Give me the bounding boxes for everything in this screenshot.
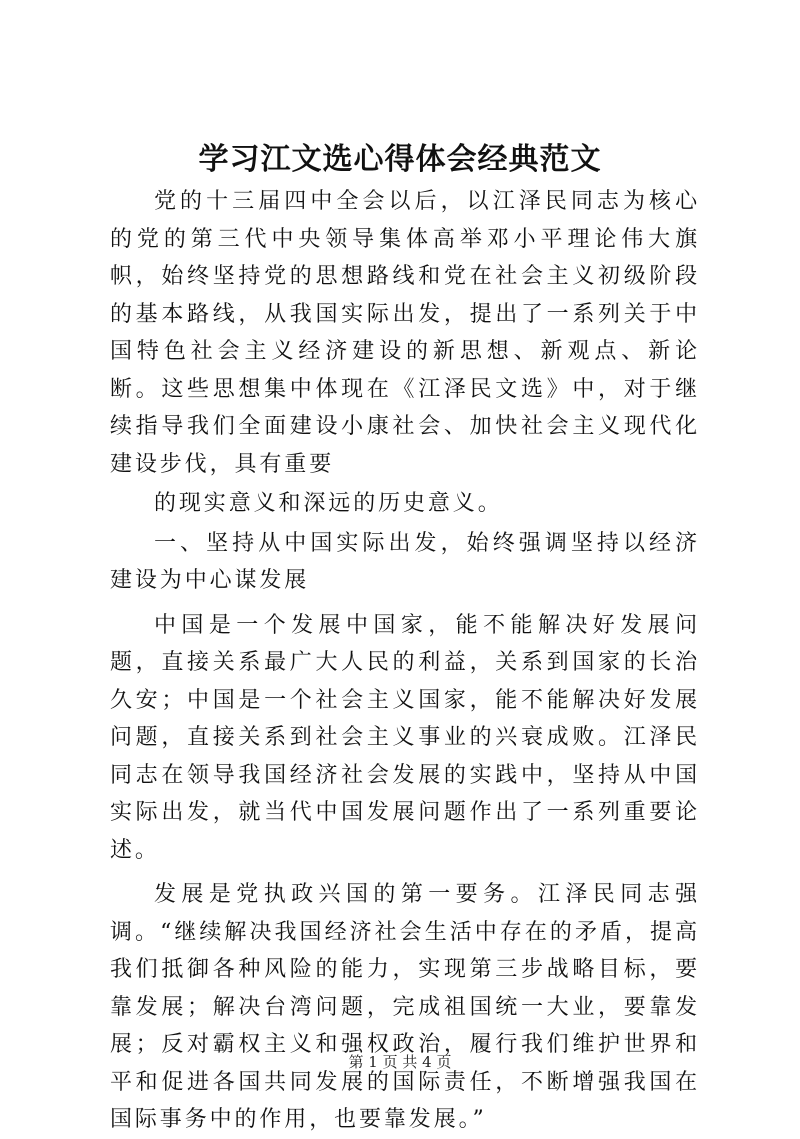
section-heading-one: 一、坚持从中国实际出发，始终强调坚持以经济建设为中心谋发展 <box>110 530 700 593</box>
paragraph-intro-continued: 的现实意义和深远的历史意义。 <box>154 491 503 516</box>
paragraph-intro: 党的十三届四中全会以后，以江泽民同志为核心的党的第三代中央领导集体高举邓小平理论伟大旗帜，始终坚持党的思想路线和党在社会主义初级阶段的基本路线，从我国实际出发，提出了一系列关于中国特色社会主义经济建设的新思想、新观点、新论断。这些思想集中体现在《江泽民文选》中，对于继续指导我们全面建设小康社会、加快社会主义现代化建设步伐，具有重要 <box>110 189 700 477</box>
page-number: 第 1 页 共 4 页 <box>348 1053 452 1071</box>
paragraph-first-priority: 发展是党执政兴国的第一要务。江泽民同志强调。“继续解决我国经济社会生活中存在的矛盾，提高我们抵御各种风险的能力，实现第三步战略目标，要靠发展；解决台湾问题，完成祖国统一大业，要靠发展；反对霸权主义和强权政治，履行我们维护世界和平和促进各国共同发展的国际责任，不断增强我国在国际事务中的作用，也要靠发展。” <box>110 882 700 1132</box>
paragraph-development-issue: 中国是一个发展中国家，能不能解决好发展问题，直接关系最广大人民的利益，关系到国家的长治久安；中国是一个社会主义国家，能不能解决好发展问题，直接关系到社会主义事业的兴衰成败。江泽民同志在领导我国经济社会发展的实践中，坚持从中国实际出发，就当代中国发展问题作出了一系列重要论述。 <box>110 612 700 863</box>
document-title: 学习江文选心得体会经典范文 <box>198 142 602 177</box>
document-body <box>110 183 700 1139</box>
